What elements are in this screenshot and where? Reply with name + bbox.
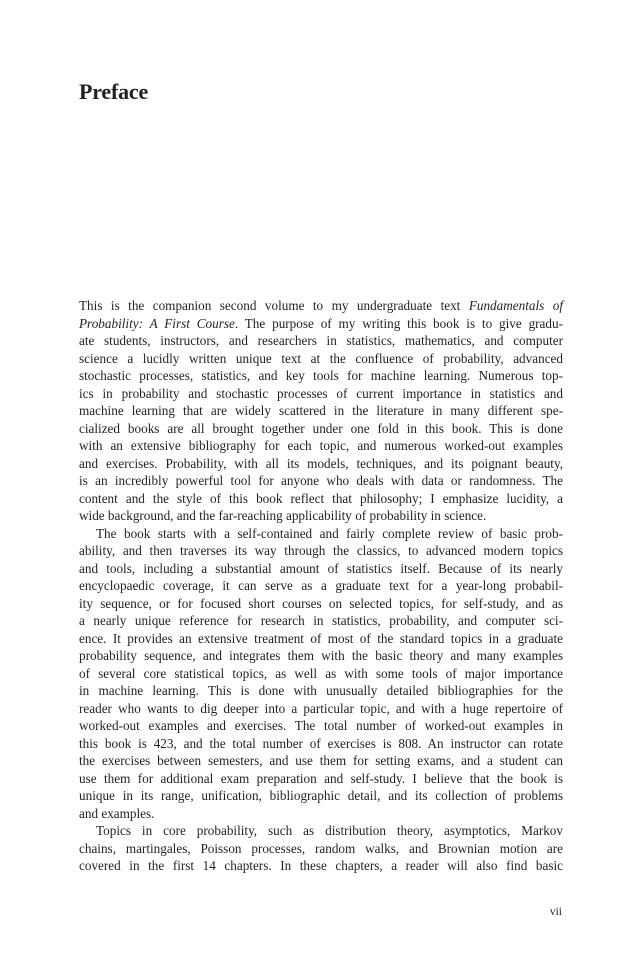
text-run: encyclopaedic coverage, it can serve as a graduate text for a year-long probabil- [79, 578, 563, 593]
text-run: ics in probability and stochastic processes of current importance in statistics and [79, 385, 563, 401]
text-run: content and the style of this book reflect that philosophy; I emphasize lucidity, a [79, 490, 563, 506]
text-line [79, 822, 563, 840]
text-line [79, 385, 563, 403]
text-line [79, 332, 563, 350]
page-number: vii [549, 906, 562, 918]
text-line [79, 682, 563, 700]
preface-body [79, 297, 563, 875]
text-line [79, 612, 563, 630]
text-run: in machine learning. This is done with unusually detailed bibliographies for the [79, 683, 563, 698]
text-line [79, 525, 563, 543]
text-run: Topics in core probability, such as distribution theory, asymptotics, Markov [96, 823, 563, 838]
text-run: and tools, including a substantial amount of statistics itself. Because of its nearly [79, 560, 563, 576]
text-run: is an incredibly powerful tool for anyone who deals with data or randomness. The [79, 473, 563, 488]
text-line [79, 735, 563, 753]
text-run: a nearly unique reference for research in statistics, probability, and computer sci- [79, 613, 563, 628]
text-run: science a lucidly written unique text at the confluence of probability, advanced [79, 350, 563, 366]
text-run: unique in its range, unification, bibliographic detail, and its collection of problems [79, 788, 563, 803]
text-line [79, 805, 563, 823]
text-run: This is the companion second volume to my undergraduate text [79, 298, 469, 313]
text-run: covered in the first 14 chapters. In these chapters, a reader will also find basic [79, 858, 563, 873]
text-line [79, 455, 563, 473]
text-line [79, 507, 563, 525]
text-line [79, 857, 563, 875]
text-run: stochastic processes, statistics, and key tools for machine learning. Numerous top- [79, 368, 563, 383]
text-run: the exercises between semesters, and use them for setting exams, and a student can [79, 753, 563, 768]
text-line [79, 665, 563, 683]
italic-title-run: Fundamentals of [468, 298, 563, 313]
text-run: wide background, and the far-reaching applicability of probability in science. [79, 508, 487, 523]
text-run: ability, and then traverses its way through the classics, to advanced modern topics [79, 543, 563, 558]
text-line [79, 402, 563, 420]
text-run: ence. It provides an extensive treatment of most of the standard topics in a graduate [79, 630, 563, 646]
page-title: Preface [79, 79, 149, 104]
text-line [79, 297, 563, 315]
text-line [79, 490, 563, 508]
text-line [79, 437, 563, 455]
text-run: reader who wants to dig deeper into a particular topic, and with a huge repertoire of [79, 700, 563, 716]
text-line [79, 420, 563, 438]
text-line [79, 350, 563, 368]
text-line [79, 752, 563, 770]
text-line [79, 630, 563, 648]
text-line [79, 367, 563, 385]
text-line [79, 647, 563, 665]
text-run: . The purpose of my writing this book is to give gradu- [234, 315, 563, 331]
text-run: of several core statistical topics, as well as with some tools of major importance [79, 665, 563, 681]
text-line [79, 700, 563, 718]
text-line [79, 315, 563, 333]
text-run: The book starts with a self-contained and fairly complete review of basic prob- [96, 525, 563, 541]
text-run: this book is 423, and the total number of exercises is 808. An instructor can rotate [79, 735, 563, 751]
text-run: cialized books are all brought together under one fold in this book. This is done [79, 420, 563, 436]
text-run: with an extensive bibliography for each topic, and numerous worked-out examples [79, 438, 563, 453]
text-run: ate students, instructors, and researchers in statistics, mathematics, and computer [79, 333, 563, 348]
text-run: machine learning that are widely scattered in the literature in many different spe- [79, 403, 563, 418]
text-run: worked-out examples and exercises. The total number of worked-out examples in [79, 718, 563, 733]
text-run: and exercises. Probability, with all its models, techniques, and its poignant beauty, [79, 455, 563, 471]
text-line [79, 770, 563, 788]
text-run: use them for additional exam preparation and self-study. I believe that the book is [79, 770, 563, 786]
italic-title-run: Probability: A First Course [79, 315, 235, 331]
text-line [79, 595, 563, 613]
text-line [79, 577, 563, 595]
text-run: chains, martingales, Poisson processes, random walks, and Brownian motion are [79, 840, 563, 856]
text-line [79, 787, 563, 805]
text-run: probability sequence, and integrates them with the basic theory and many examples [79, 648, 563, 663]
text-line [79, 717, 563, 735]
text-run: ity sequence, or for focused short courses on selected topics, for self-study, and as [79, 595, 563, 611]
text-line [79, 560, 563, 578]
text-line [79, 542, 563, 560]
text-line [79, 472, 563, 490]
text-line [79, 840, 563, 858]
text-run: and examples. [79, 805, 155, 821]
